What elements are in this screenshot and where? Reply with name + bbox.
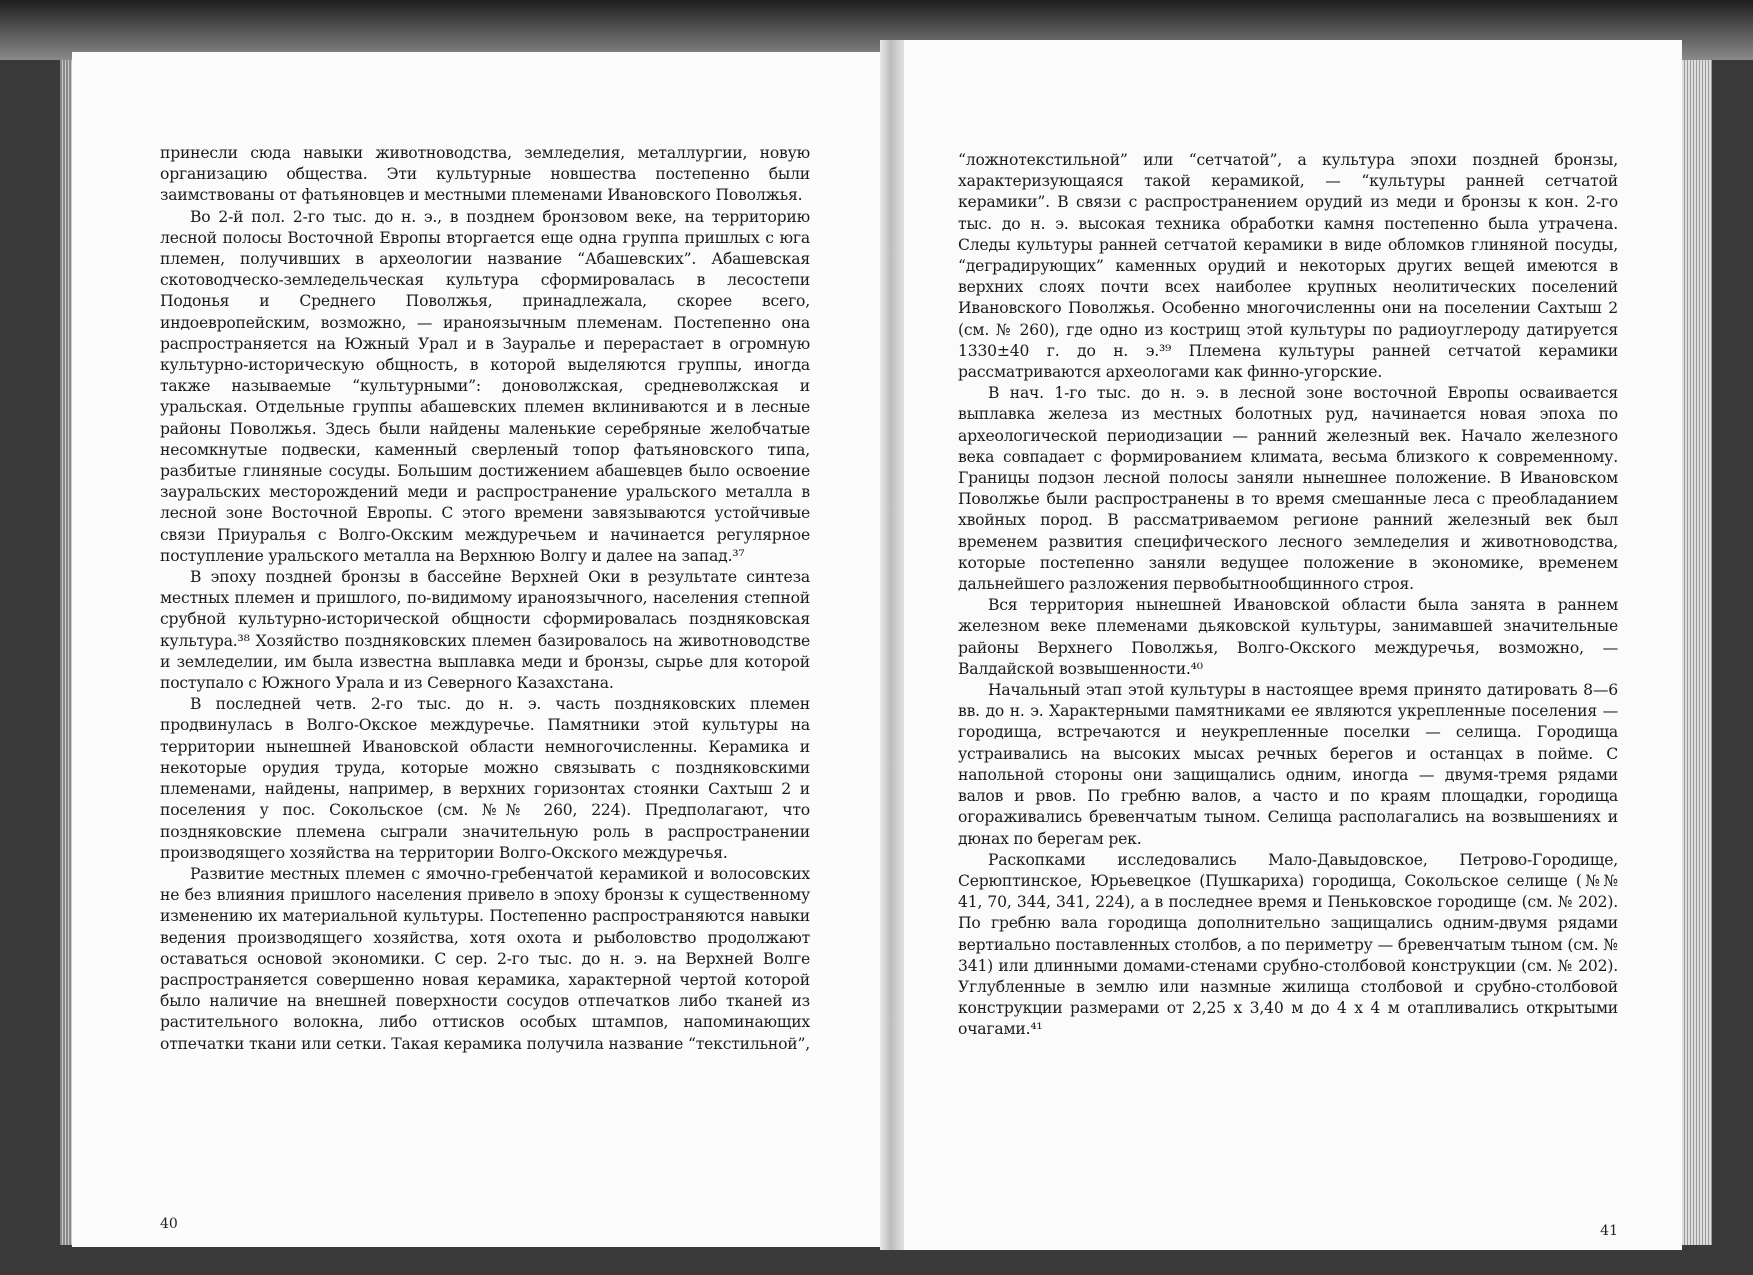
paragraph: В последней четв. 2-го тыс. до н. э. часть поздняковских племен продвинулась в Волго-Окское междуречье. Памятники этой культуры на территории нынешней Ивановской области немногочисленны. Керамика и некоторые орудия труда, которые можно связывать с поздняковскими племенами, найдены, например, в верхних горизонтах стоянки Сахтыш 2 и поселения у пос. Сокольское (см. №№ 260, 224). Предполагают, что поздняковские племена сыграли значительную роль в распространении производящего хозяйства на территории Волго-Окского междуречья. [160, 695, 810, 862]
book-gutter [880, 40, 904, 1250]
paragraph: Во 2-й пол. 2-го тыс. до н. э., в позднем бронзовом веке, на территорию лесной полосы Восточной Европы вторгается еще одна группа пришлых с юга племен, получивших в археологии название “Абашевских”. Абашевская скотоводческо-земледельческая культура сформировалась в лесостепи Подонья и Среднего Поволжья, принадлежала, скорее всего, индоевропейским, возможно, — ираноязычным племенам. Постепенно она распространяется на Южный Урал и в Зауралье и перерастает в огромную культурно-историческую общность, в которой выделяются группы, иногда также называемые “культурными”: доноволжская, средневолжская и уральская. Отдельные группы абашевских племен вклиниваются и в лесные районы Поволжья. Здесь были найдены маленькие серебряные желобчатые несомкнутые подвески, каменный сверленый топор фатьяновского типа, разбитые глиняные сосуды. Большим достижением абашевцев было освоение зауральских месторождений меди и распространение уральского металла в лесной зоне Восточной Европы. С этого времени завязываются устойчивые связи Приуралья с Волго-Окским междуречьем и начинается регулярное поступление уральского металла на Верхнюю Волгу и далее на запад.³⁷ [160, 207, 810, 565]
right-page-content [958, 150, 1618, 1240]
paragraph: Начальный этап этой культуры в настоящее время принято датировать 8—6 вв. до н. э. Характерными памятниками ее являются укрепленные поселения — городища, встречаются и неукрепленные поселки — селища. Городища устраивались на высоких мысах речных берегов и останцах в пойме. С напольной стороны они защищались одним, иногда — двумя-тремя рядами валов и рвов. По гребню валов, а часто и по краям площадки, городища огораживались бревенчатым тыном. Селища располагались на возвышениях и дюнах по берегам рек. [958, 681, 1618, 848]
paragraph: В нач. 1-го тыс. до н. э. в лесной зоне восточной Европы осваивается выплавка железа из местных болотных руд, начинается новая эпоха по археологической периодизации — ранний железный век. Начало железного века совпадает с формированием климата, весьма близкого к современному. Границы подзон лесной полосы заняли нынешнее положение. В Ивановском Поволжье были распространены в то время смешанные леса с преобладанием хвойных пород. В рассматриваемом регионе ранний железный век был временем развития специфического лесного земледелия и животноводства, которые постепенно заняли ведущее положение в экономике, временем дальнейшего разложения первобытнообщинного строя. [958, 384, 1618, 594]
paragraph: Раскопками исследовались Мало-Давыдовское, Петрово-Городище, Серюптинское, Юрьевецкое (Пушкариха) городища, Сокольское селище (№№ 41, 70, 344, 341, 224), а в последнее время и Пеньковское городище (см. № 202). По гребню вала городища дополнительно защищались одним-двумя рядами вертиально поставленных столбов, а по периметру — бревенчатым тыном (см. № 341) или длинными домами-стенами срубно-столбовой конструкции (см. № 202). Углубленные в землю или назмные жилища столбовой и срубно-столбовой конструкции размерами от 2,25 х 3,40 м до 4 х 4 м отапливались открытыми очагами.⁴¹ [958, 850, 1618, 1039]
left-page-text [160, 143, 810, 1055]
paragraph: Вся территория нынешней Ивановской области была занята в раннем железном веке племенами дьяковской культуры, занимавшей значительные районы Верхнего Поволжья, Волго-Окского междуречья, возможно, — Валдайской возвышенности.⁴⁰ [958, 596, 1618, 678]
page-stack-right-edge [1682, 60, 1712, 1245]
page-number: 40 [160, 1216, 178, 1232]
paragraph: принесли сюда навыки животноводства, земледелия, металлургии, новую организацию общества. Эти культурные новшества постепенно были заимствованы от фатьяновцев и местными племенами Ивановского Поволжья. [160, 144, 810, 205]
paragraph: “ложнотекстильной” или “сетчатой”, а культура эпохи поздней бронзы, характеризующаяся такой керамикой, — “культуры ранней сетчатой керамики”. В связи с распространением орудий из меди и бронзы к кон. 2-го тыс. до н. э. высокая техника обработки камня постепенно была утрачена. Следы культуры ранней сетчатой керамики в виде обломков глиняной посуды, “деградирующих” каменных орудий и некоторых других вещей имеются в верхних слоях почти всех наиболее крупных неолитических поселений Ивановского Поволжья. Особенно многочисленны они на поселении Сахтыш 2 (см. № 260), где одно из кострищ этой культуры по радиоуглероду датируется 1330±40 г. до н. э.³⁹ Племена культуры ранней сетчатой керамики рассматриваются археологами как финно-угорские. [958, 151, 1618, 382]
paragraph: В эпоху поздней бронзы в бассейне Верхней Оки в результате синтеза местных племен и пришлого, по-видимому ираноязычного, населения степной срубной культурно-исторической общности сформировалась поздняковская культура.³⁸ Хозяйство поздняковских племен базировалось на животноводстве и земледелии, им была известна выплавка меди и бронзы, сырье для которой поступало с Южного Урала и из Северного Казахстана. [160, 568, 810, 693]
right-page-text [958, 150, 1618, 1041]
page-number: 41 [1600, 1223, 1618, 1239]
left-page-content [160, 143, 810, 1233]
paragraph: Развитие местных племен с ямочно-гребенчатой керамикой и волосовских не без влияния пришлого населения привело в эпоху бронзы к существенному изменению их материальной культуры. Постепенно распространяются навыки ведения производящего хозяйства, хотя охота и рыболовство продолжают оставаться основой экономики. С сер. 2-го тыс. до н. э. на Верхней Волге распространяется совершенно новая керамика, характерной чертой которой было наличие на внешней поверхности сосудов отпечатков либо тканей из растительного волокна, либо оттисков особых штампов, напоминающих отпечатки ткани или сетки. Такая керамика получила название “текстильной”, [160, 864, 810, 1053]
page-stack-left-edge [60, 60, 72, 1245]
